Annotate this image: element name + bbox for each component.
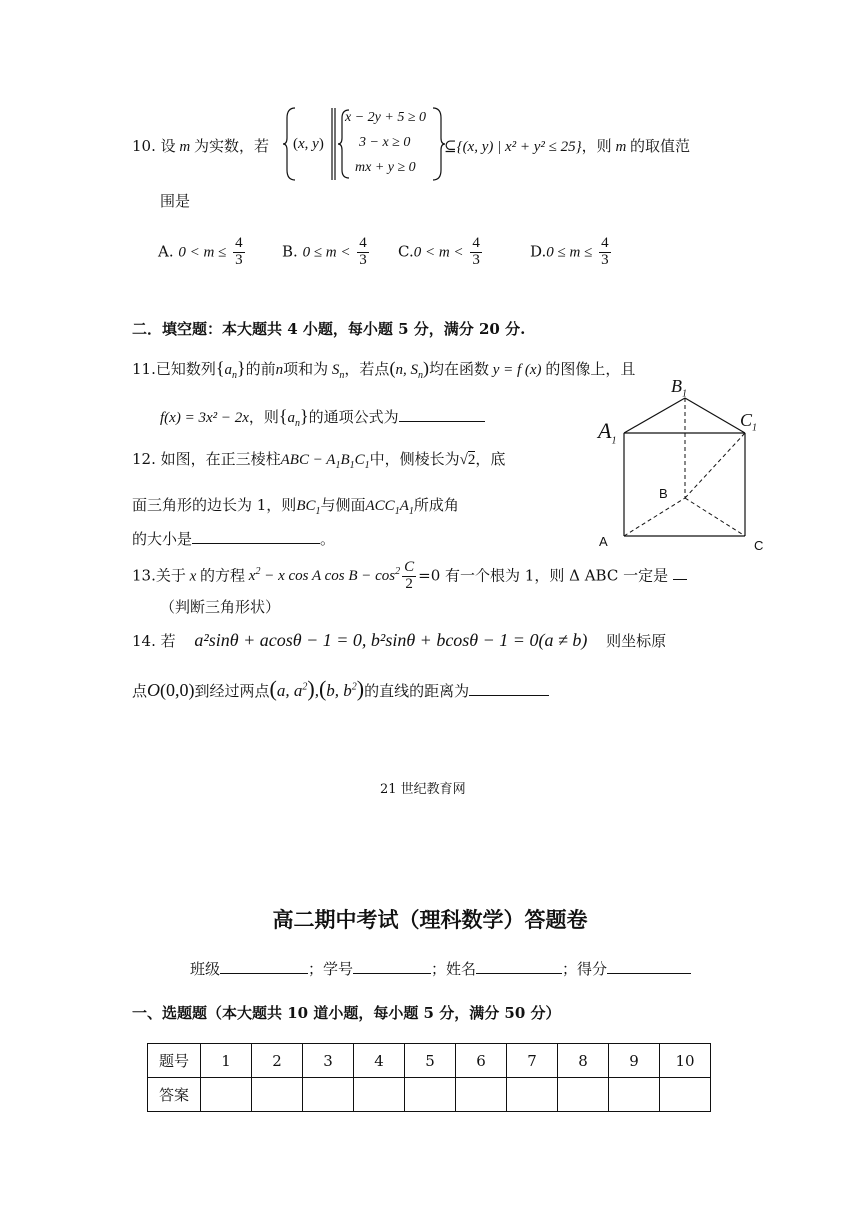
student-info-line [190, 958, 691, 979]
label-c1: C [740, 410, 753, 430]
option-c-den: 3 [472, 251, 480, 268]
class-field[interactable] [220, 959, 308, 974]
label-b1: B [671, 376, 682, 396]
q12-f: 所成角 [413, 496, 459, 514]
q11-g: ，则 [248, 408, 279, 426]
class-label: 班级 [190, 960, 221, 978]
header-question-no: 题号 [148, 1044, 201, 1078]
q10-line1: 10. 设 m 为实数，若 [132, 137, 270, 155]
answer-cell[interactable] [456, 1078, 507, 1112]
answer-cell[interactable] [303, 1078, 354, 1112]
q12-b: 中，侧棱长为 [369, 450, 460, 468]
option-c-num: 4 [472, 235, 480, 251]
option-b-num: 4 [359, 235, 367, 251]
q12-h: 。 [320, 530, 336, 548]
q10-set-left: (x, y) x − 2y + 5 ≥ 0 3 − x ≥ 0 mx + y ≥ 0 [283, 104, 453, 184]
id-field[interactable] [353, 959, 431, 974]
q13-line2: （判断三角形状） [160, 598, 281, 616]
q11-d: ，若点 [344, 360, 390, 378]
q10-option-d [530, 236, 613, 269]
label-c: C [754, 538, 764, 553]
q13-line1: 13.关于 x 的方程 $x^2 - x$ cos A $\cos B - \cos^2$ $\frac{C}{2}$ =0 有一个根为 1，则 Δ ABC 一定是 [132, 560, 687, 593]
q10-option-a [158, 236, 247, 269]
q14-answer-blank[interactable] [469, 685, 549, 696]
answer-table-wrap [147, 1043, 711, 1112]
q13-c: =0 有一个根为 1，则 Δ ABC 一定是 [418, 566, 669, 585]
q14-line2: 点O(0,0)到经过两点(a, $a^2),(b$, $b^2$)的直线的距离为 [132, 676, 549, 702]
question-no-cell: 10 [660, 1044, 711, 1078]
q10-set-right: ⊆{(x, y) | x² + y² ≤ 25} [444, 139, 582, 155]
q11-func: f(x) = 3x² − 2x [160, 410, 249, 426]
section2-title: 二．填空题：本大题共 4 小题，每小题 5 分，满分 20 分. [132, 320, 526, 338]
q12-line1: 12. 如图，在正三棱柱ABC − $A_1B_1C_1$中，侧棱长为√2，底 [132, 450, 506, 471]
q10-mid: 为实数，若 [194, 137, 270, 155]
table-row [148, 1044, 711, 1078]
option-b-den: 3 [359, 251, 367, 268]
table-row [148, 1078, 711, 1112]
option-b-label: B. [282, 242, 298, 261]
q12-g: 的大小是 [132, 530, 193, 548]
question-no-cell: 8 [558, 1044, 609, 1078]
q10-option-c [398, 236, 484, 269]
label-a: A [599, 534, 608, 549]
q12-line3 [132, 528, 335, 549]
question-no-cell: 7 [507, 1044, 558, 1078]
q14-equation: a²sinθ + acosθ − 1 = 0, b²sinθ + bcosθ − 1 = 0(a ≠ b) [194, 630, 588, 650]
q11-c: 项和为 [283, 360, 329, 378]
question-no-cell: 6 [456, 1044, 507, 1078]
q11-f: 的图像上，且 [545, 360, 636, 378]
q14-c: 的直线的距离为 [364, 682, 470, 700]
score-field[interactable] [607, 959, 691, 974]
q10-lead: 设 [160, 137, 176, 155]
q14-line1 [132, 630, 666, 651]
q10-tail: ，则 [581, 137, 612, 155]
q11-e: 均在函数 [428, 360, 489, 378]
question-no-cell: 1 [201, 1044, 252, 1078]
name-label: ；姓名 [431, 960, 477, 978]
q11-a: 11.已知数列 [132, 360, 216, 378]
answer-cell[interactable] [507, 1078, 558, 1112]
q10-ineq-1: x − 2y + 5 ≥ 0 [345, 110, 427, 125]
question-no-cell: 9 [609, 1044, 660, 1078]
answer-cell[interactable] [201, 1078, 252, 1112]
q10-line2: 围是 [160, 192, 191, 210]
q11-answer-blank[interactable] [399, 407, 485, 422]
option-a-den: 3 [235, 251, 243, 268]
label-a1: A [598, 418, 612, 443]
prism-drawing [592, 376, 772, 561]
prism-figure: $B_1$ $A_1$ $C_1$ B A C [592, 376, 772, 561]
q10-ineq-2: 3 − x ≥ 0 [359, 135, 411, 150]
q14-lead: 14. 若 [132, 632, 176, 650]
option-b-expr: 0 ≤ m < [302, 244, 351, 261]
q11-h: 的通项公式为 [308, 408, 399, 426]
header-answer: 答案 [148, 1078, 201, 1112]
q12-c: ，底 [475, 450, 506, 468]
label-b: B [659, 486, 668, 501]
section1-title: 一、选题题（本大题共 10 道小题，每小题 5 分，满分 50 分） [132, 1004, 561, 1022]
question-no-cell: 5 [405, 1044, 456, 1078]
q13-a: 13.关于 [132, 566, 186, 585]
option-a-num: 4 [235, 235, 243, 251]
answer-cell[interactable] [405, 1078, 456, 1112]
q13-b: 的方程 [200, 566, 246, 585]
question-no-cell: 4 [354, 1044, 405, 1078]
q12-e: 与侧面 [320, 496, 366, 514]
answer-cell[interactable] [252, 1078, 303, 1112]
q12-d: 面三角形的边长为 1，则 [132, 496, 297, 514]
q10-line1-tail: ⊆{(x, y) | x² + y² ≤ 25}，则 m 的取值范 [444, 137, 691, 155]
option-d-den: 3 [601, 251, 609, 268]
q13-answer-blank[interactable] [673, 565, 687, 580]
q11-line1: 11.已知数列$\{a_n\}$的前n项和为 $S_n$，若点(n, $S_n$)均在函数 y = f (x) 的图像上，且 [132, 358, 636, 381]
answer-cell[interactable] [354, 1078, 405, 1112]
q10-tail2: 的取值范 [630, 137, 691, 155]
q10-number: 10. [132, 137, 156, 155]
q14-a: 点 [132, 682, 148, 700]
question-no-cell: 2 [252, 1044, 303, 1078]
answer-sheet-title: 高二期中考试（理科数学）答题卷 [272, 907, 588, 932]
option-c-expr: 0 < m < [413, 244, 464, 261]
q10-ineq-3: mx + y ≥ 0 [355, 160, 416, 175]
option-c-label: C. [398, 242, 414, 261]
q12-line2: 面三角形的边长为 1，则$BC_1$与侧面$ACC_1A_1$所成角 [132, 496, 459, 517]
option-d-expr: 0 ≤ m ≤ [546, 244, 593, 261]
answer-table [147, 1043, 711, 1112]
q11-line2: f(x) = 3x² − 2x，则$\{a_n\}$的通项公式为 [160, 406, 485, 429]
id-label: ；学号 [308, 960, 354, 978]
option-a-expr: 0 < m ≤ [178, 244, 227, 261]
q14-tail: 则坐标原 [606, 632, 667, 650]
q12-answer-blank[interactable] [192, 529, 320, 544]
option-d-num: 4 [601, 235, 609, 251]
answer-cell[interactable] [609, 1078, 660, 1112]
q12-a: 12. 如图，在正三棱柱 [132, 450, 281, 468]
name-field[interactable] [476, 959, 562, 974]
option-d-label: D. [530, 242, 547, 261]
answer-cell[interactable] [660, 1078, 711, 1112]
page-footer: 21 世纪教育网 [380, 782, 466, 797]
answer-cell[interactable] [558, 1078, 609, 1112]
option-a-label: A. [158, 242, 174, 261]
q11-b: 的前 [245, 360, 276, 378]
q10-option-b [282, 236, 371, 269]
score-label: ；得分 [562, 960, 608, 978]
q14-b: 到经过两点 [194, 682, 270, 700]
question-no-cell: 3 [303, 1044, 354, 1078]
